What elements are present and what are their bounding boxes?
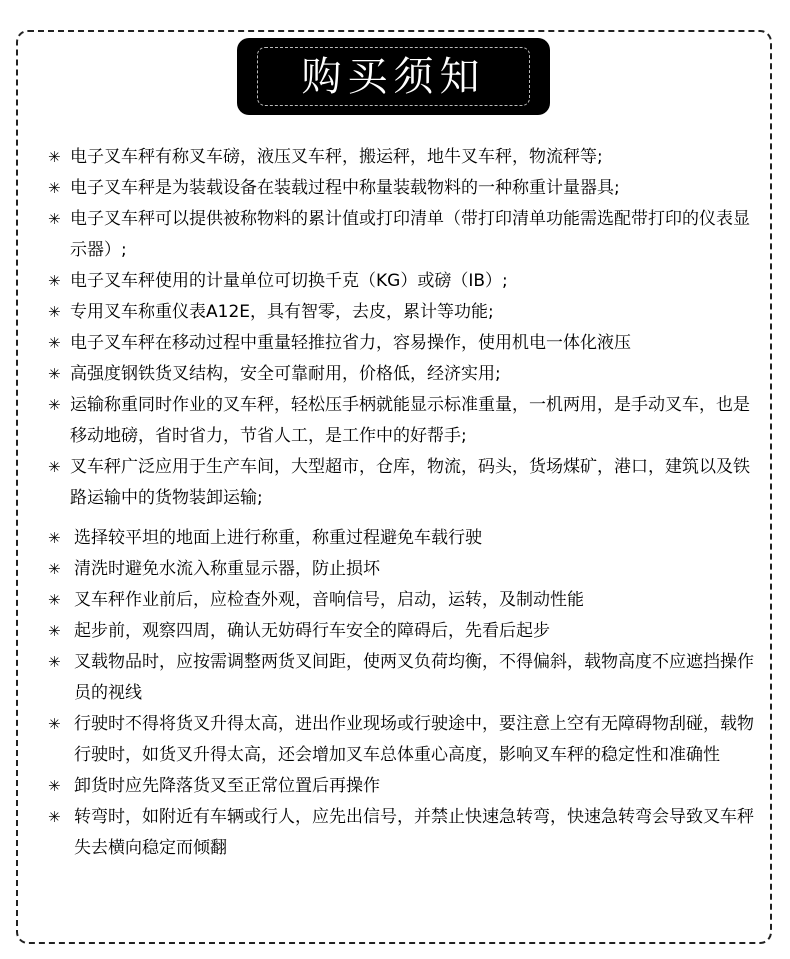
asterisk-icon: ✳	[48, 396, 61, 414]
precaution-item	[48, 585, 760, 616]
feature-item	[48, 390, 760, 452]
asterisk-icon: ✳	[48, 458, 61, 476]
feature-item-text: 电子叉车秤在移动过程中重量轻推拉省力，容易操作，使用机电一体化液压	[70, 333, 631, 353]
asterisk-icon: ✳	[48, 622, 61, 640]
feature-item	[48, 359, 760, 390]
feature-item-text: 电子叉车秤有称叉车磅，液压叉车秤，搬运秤，地牛叉车秤，物流秤等;	[70, 147, 603, 167]
precaution-item-text: 转弯时，如附近有车辆或行人，应先出信号，并禁止快速急转弯，快速急转弯会导致叉车秤失去横向稳定而倾翻	[74, 807, 754, 858]
asterisk-icon: ✳	[48, 303, 61, 321]
feature-item	[48, 266, 760, 297]
feature-item	[48, 142, 760, 173]
feature-item-text: 电子叉车秤使用的计量单位可切换千克（KG）或磅（IB）;	[70, 271, 508, 291]
feature-item	[48, 173, 760, 204]
asterisk-icon: ✳	[48, 148, 61, 166]
precaution-item	[48, 523, 760, 554]
precaution-item	[48, 554, 760, 585]
asterisk-icon: ✳	[48, 715, 61, 733]
title-inner-border	[257, 47, 530, 106]
feature-item	[48, 328, 760, 359]
feature-item	[48, 452, 760, 514]
asterisk-icon: ✳	[48, 179, 61, 197]
feature-item-text: 运输称重同时作业的叉车秤，轻松压手柄就能显示标准重量，一机两用，是手动叉车，也是移动地磅，省时省力，节省人工，是工作中的好帮手;	[70, 395, 750, 446]
asterisk-icon: ✳	[48, 653, 61, 671]
asterisk-icon: ✳	[48, 210, 61, 228]
precaution-item-text: 清洗时避免水流入称重显示器，防止损坏	[74, 559, 380, 579]
feature-item-text: 电子叉车秤可以提供被称物料的累计值或打印清单（带打印清单功能需选配带打印的仪表显示器）;	[70, 209, 750, 260]
precaution-item-text: 叉车秤作业前后，应检查外观，音响信号，启动，运转，及制动性能	[74, 590, 584, 610]
asterisk-icon: ✳	[48, 365, 61, 383]
precaution-item	[48, 616, 760, 647]
asterisk-icon: ✳	[48, 808, 61, 826]
page-title: 购买须知	[301, 53, 486, 100]
precaution-item-text: 选择较平坦的地面上进行称重，称重过程避免车载行驶	[74, 528, 482, 548]
precaution-item	[48, 647, 760, 709]
feature-item-text: 电子叉车秤是为装载设备在装载过程中称量装载物料的一种称重计量器具;	[70, 178, 620, 198]
asterisk-icon: ✳	[48, 591, 61, 609]
feature-item-text: 高强度钢铁货叉结构，安全可靠耐用，价格低，经济实用;	[70, 364, 501, 384]
precaution-item-text: 起步前，观察四周，确认无妨碍行车安全的障碍后，先看后起步	[74, 621, 550, 641]
feature-item-text: 专用叉车称重仪表A12E，具有智零，去皮，累计等功能;	[70, 302, 494, 322]
precaution-item	[48, 771, 760, 802]
asterisk-icon: ✳	[48, 529, 61, 547]
asterisk-icon: ✳	[48, 777, 61, 795]
feature-item	[48, 297, 760, 328]
precaution-item	[48, 709, 760, 771]
precaution-list	[48, 523, 760, 864]
asterisk-icon: ✳	[48, 334, 61, 352]
asterisk-icon: ✳	[48, 272, 61, 290]
feature-item	[48, 204, 760, 266]
precaution-item-text: 叉载物品时，应按需调整两货叉间距，使两叉负荷均衡，不得偏斜，载物高度不应遮挡操作员的视线	[74, 652, 754, 703]
precaution-item-text: 行驶时不得将货叉升得太高，进出作业现场或行驶途中，要注意上空有无障碍物刮碰，载物行驶时，如货叉升得太高，还会增加叉车总体重心高度，影响叉车秤的稳定性和准确性	[74, 714, 754, 765]
feature-list	[48, 142, 760, 514]
title-badge	[237, 38, 550, 115]
precaution-item	[48, 802, 760, 864]
asterisk-icon: ✳	[48, 560, 61, 578]
feature-item-text: 叉车秤广泛应用于生产车间，大型超市，仓库，物流，码头，货场煤矿，港口，建筑以及铁路运输中的货物装卸运输;	[70, 457, 750, 508]
precaution-item-text: 卸货时应先降落货叉至正常位置后再操作	[74, 776, 380, 796]
